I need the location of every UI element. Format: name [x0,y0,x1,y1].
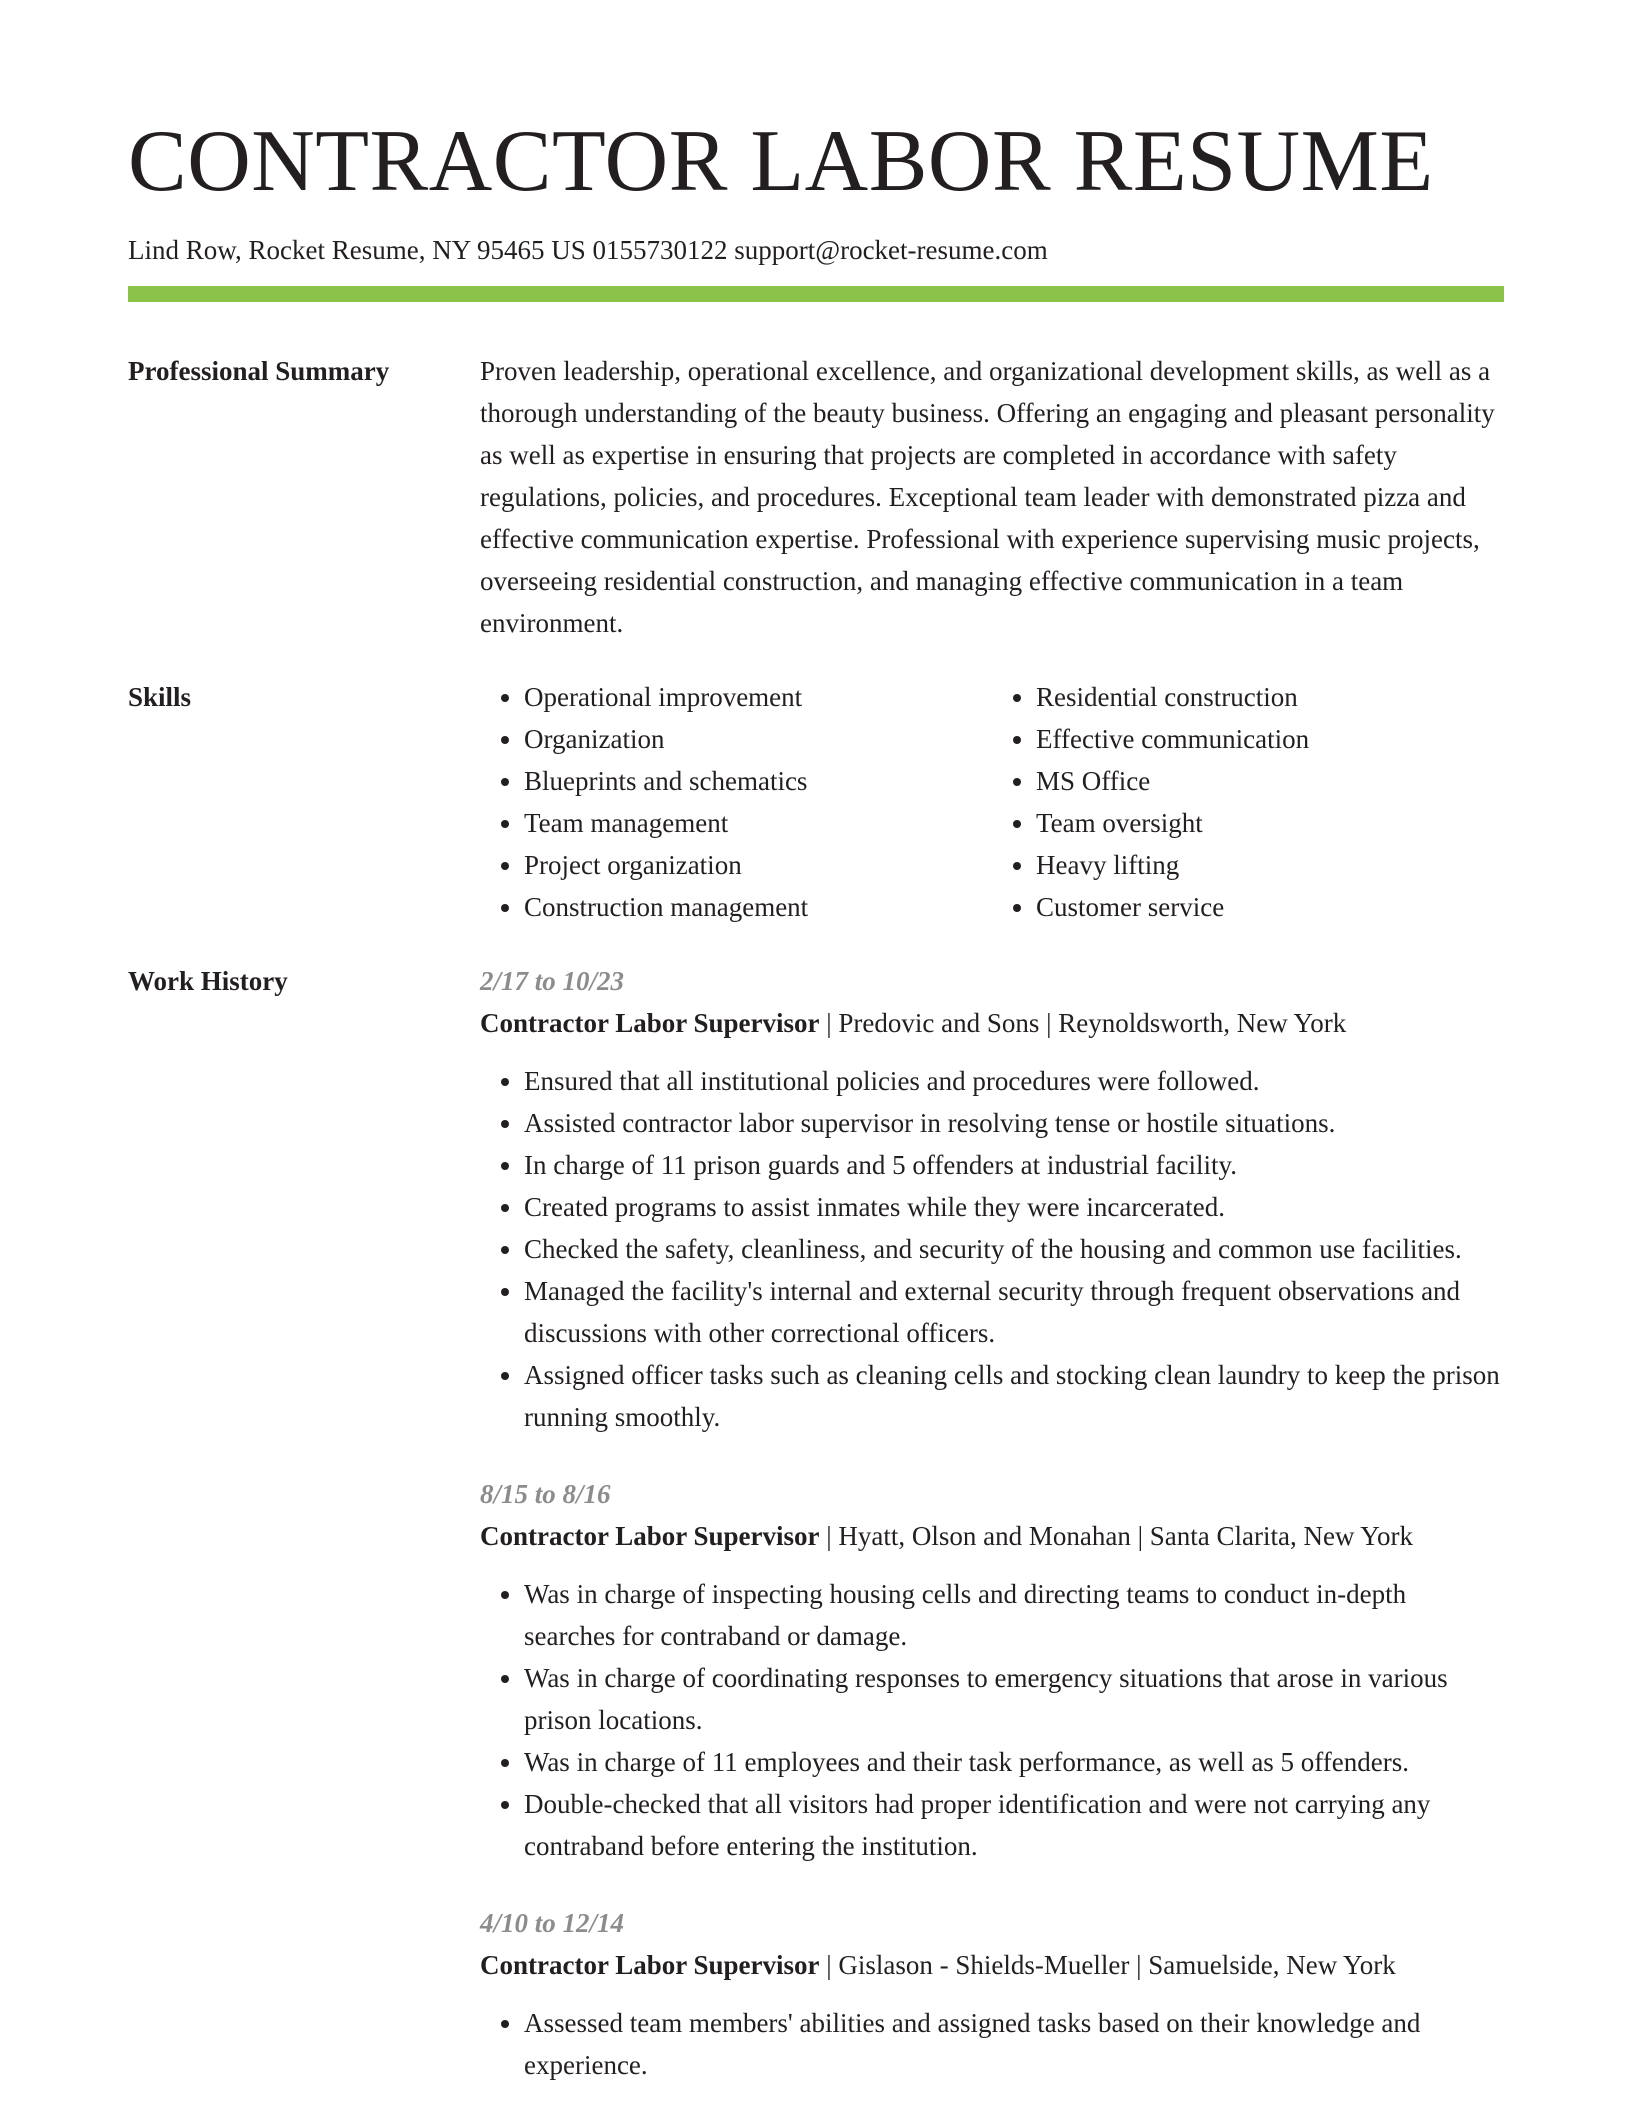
job-bullet: • Was in charge of inspecting housing cells and directing teams to conduct in-depth searches for contraband or damage. [524,1573,1504,1657]
job-bullet: • Assessed team members' abilities and assigned tasks based on their knowledge and experience. [524,2002,1504,2086]
job-bullet: • Was in charge of coordinating responses to emergency situations that arose in various prison locations. [524,1657,1504,1741]
professional-summary-body [480,350,1504,644]
skill-item: • Project organization [524,844,992,886]
contact-line: Lind Row, Rocket Resume, NY 95465 US 0155730122 support@rocket-resume.com [128,235,1048,265]
skills-columns [480,676,1504,928]
job-entry [480,960,1504,1438]
job-details: | Gislason - Shields-Mueller | Samuelside, New York [819,1950,1396,1980]
skill-item: • Residential construction [1036,676,1504,718]
job-bullet: • Assisted contractor labor supervisor in resolving tense or hostile situations. [524,1102,1504,1144]
skill-item: • Operational improvement [524,676,992,718]
skills-list-left [480,676,992,928]
skill-item: • Construction management [524,886,992,928]
job-heading [480,1002,1504,1044]
section-label-work-history: Work History [128,966,288,996]
work-history-body [480,960,1504,2121]
professional-summary-text: Proven leadership, operational excellence, and organizational development skills, as well as a thorough understanding of the beauty business. Offering an engaging and pleasant personality as well as expertise in ensuring that projects are completed in accordance with safety regulations, policies, and procedures. Exceptional team leader with demonstrated pizza and effective communication expertise. Professional with experience supervising music projects, overseeing residential construction, and managing effective communication in a team environment. [480,356,1495,638]
job-bullet: • Ensured that all institutional policies and procedures were followed. [524,1060,1504,1102]
job-bullets [480,1573,1504,1867]
skill-item: • Blueprints and schematics [524,760,992,802]
job-heading [480,1944,1504,1986]
job-dates: 2/17 to 10/23 [480,966,625,996]
skill-item: • Organization [524,718,992,760]
skills-body [480,676,1504,928]
skills-list-right [992,676,1504,928]
job-entry [480,1902,1504,2086]
skill-item: • Heavy lifting [1036,844,1504,886]
job-bullet: • Created programs to assist inmates while they were incarcerated. [524,1186,1504,1228]
job-bullet: • Assigned officer tasks such as cleaning cells and stocking clean laundry to keep the prison running smoothly. [524,1354,1504,1438]
job-details: | Predovic and Sons | Reynoldsworth, New York [819,1008,1347,1038]
skill-item: • MS Office [1036,760,1504,802]
accent-divider [128,286,1504,302]
skill-item: • Effective communication [1036,718,1504,760]
skill-item: • Team management [524,802,992,844]
section-label-skills: Skills [128,682,192,712]
job-bullet: • Checked the safety, cleanliness, and security of the housing and common use facilities. [524,1228,1504,1270]
job-bullets [480,2002,1504,2086]
section-label-professional-summary: Professional Summary [128,356,390,386]
job-entry [480,1473,1504,1867]
job-title: Contractor Labor Supervisor [480,1950,820,1980]
job-bullet: • Was in charge of 11 employees and their task performance, as well as 5 offenders. [524,1741,1504,1783]
job-details: | Hyatt, Olson and Monahan | Santa Clarita, New York [819,1521,1413,1551]
job-bullet: • In charge of 11 prison guards and 5 offenders at industrial facility. [524,1144,1504,1186]
skill-item: • Customer service [1036,886,1504,928]
skill-item: • Team oversight [1036,802,1504,844]
job-dates: 8/15 to 8/16 [480,1479,611,1509]
job-bullet: • Double-checked that all visitors had proper identification and were not carrying any contraband before entering the institution. [524,1783,1504,1867]
job-title: Contractor Labor Supervisor [480,1521,820,1551]
resume-title: CONTRACTOR LABOR RESUME [128,113,1434,210]
job-dates: 4/10 to 12/14 [480,1908,625,1938]
job-bullet: • Managed the facility's internal and external security through frequent observations and discussions with other correctional officers. [524,1270,1504,1354]
job-heading [480,1515,1504,1557]
job-title: Contractor Labor Supervisor [480,1008,820,1038]
job-bullets [480,1060,1504,1438]
